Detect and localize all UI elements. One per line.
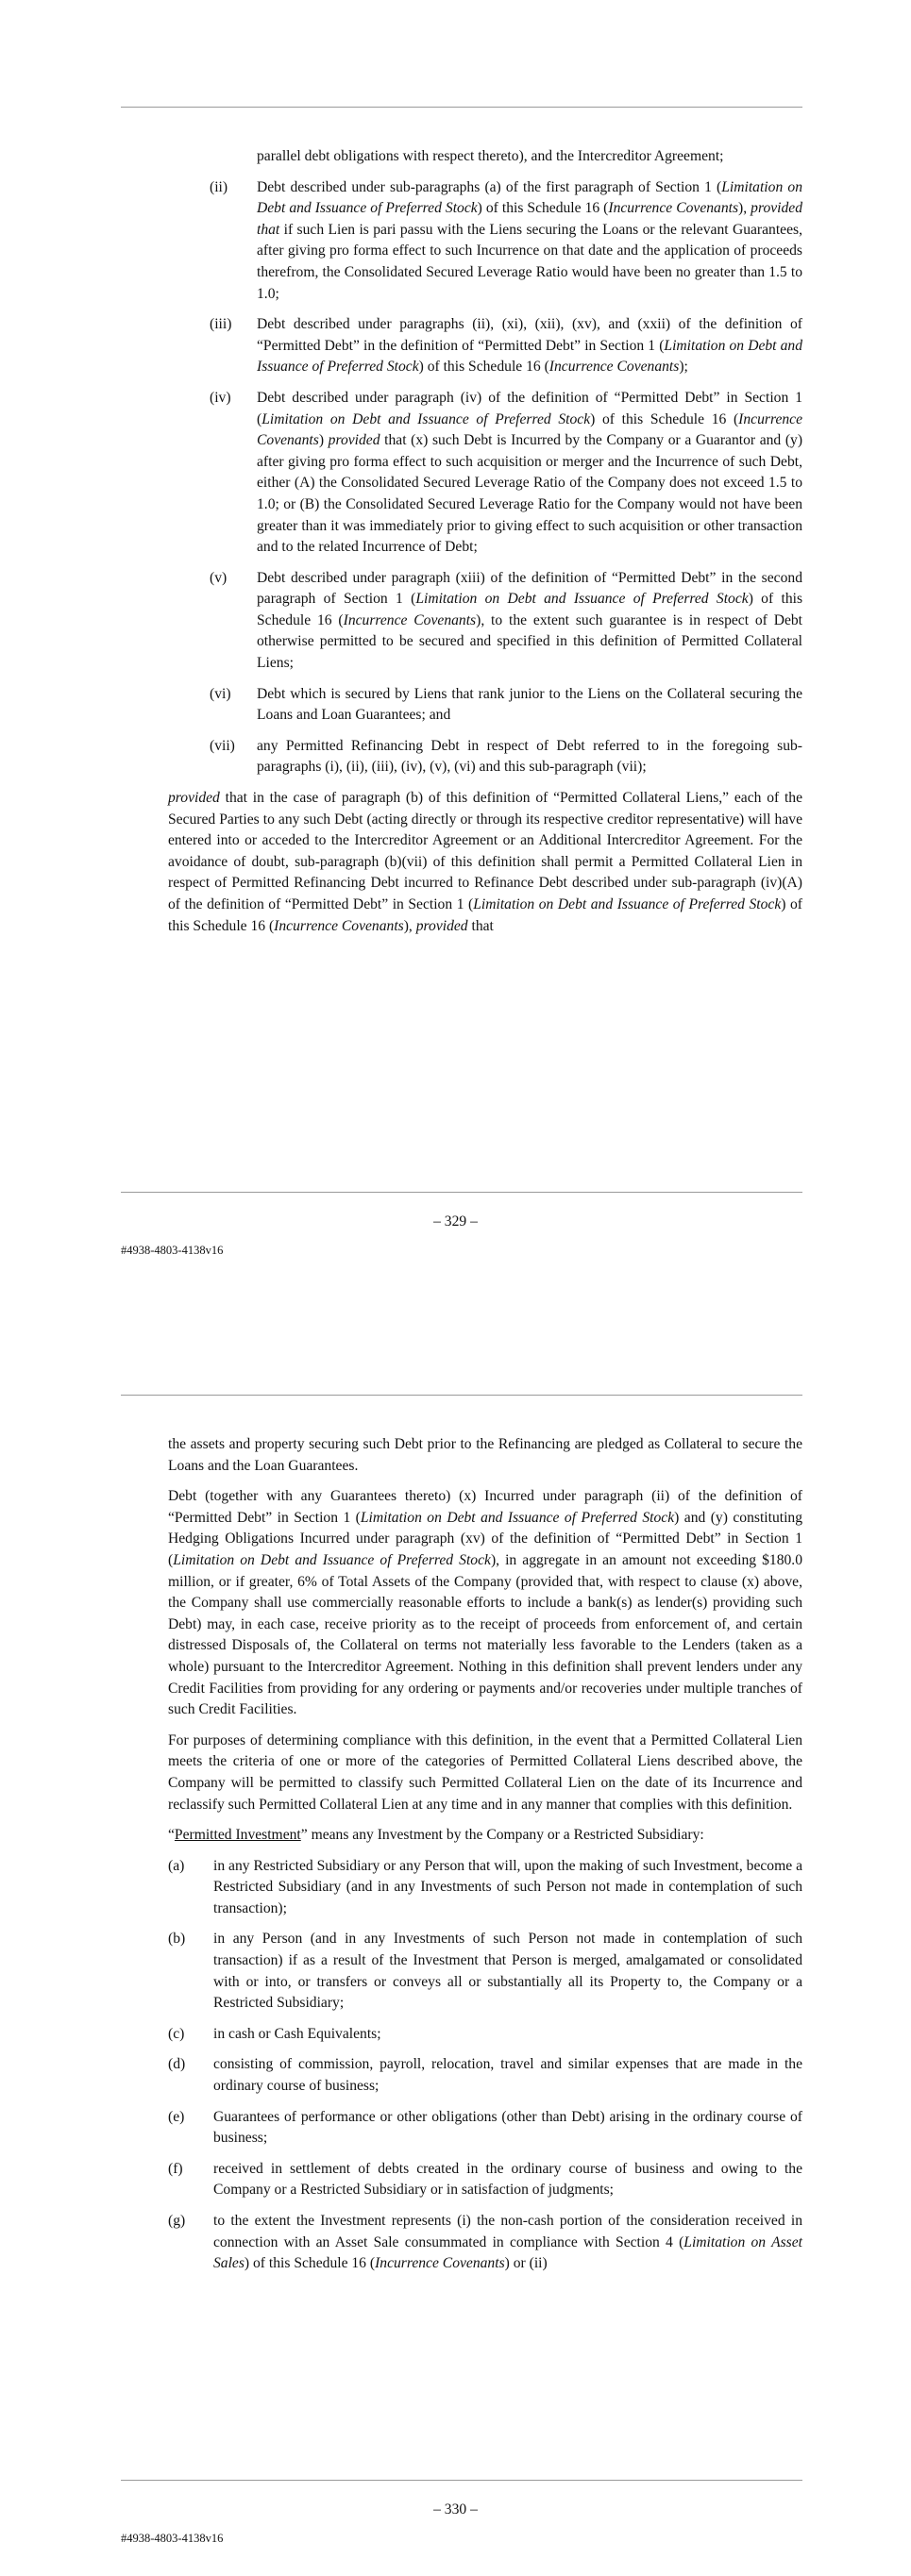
item-label: (b) <box>168 1931 186 1948</box>
page-number: – 330 – <box>433 2501 478 2517</box>
proviso-paragraph: provided that in the case of paragraph (b) of this definition of “Permitted Collateral Liens,” each of the Secured Parties to any such Debt (acting directly or through its respective creditor representative) will have entered into or acceded to the Intercreditor Agreement or an Additional Intercreditor Agreement. For the avoidance of doubt, sub-paragraph (b)(vii) of this definition shall permit a Permitted Collateral Lien in respect of Permitted Refinancing Debt incurred to Refinance Debt described under sub-paragraph (iv)(A) of the definition of “Permitted Debt” in Section 1 (Limitation on Debt and Issuance of Preferred Stock) of this Schedule 16 (Incurrence Covenants), provided that <box>168 790 802 934</box>
list-item-g: (g) to the extent the Investment represents (i) the non-cash portion of the consideration received in connection with an Asset Sale consummated in compliance with Section 4 (Limitation on Asset Sales) of this Schedule 16 (Incurrence Covenants) or (ii) <box>168 2213 802 2272</box>
item-label: (g) <box>168 2213 186 2229</box>
item-label: (e) <box>168 2108 185 2125</box>
footer-rule <box>121 2480 802 2481</box>
footer-rule <box>121 1192 802 1193</box>
item-label: (vi) <box>210 685 231 702</box>
page-number: – 329 – <box>433 1213 478 1229</box>
list-item-vi: (vi) Debt which is secured by Liens that rank junior to the Liens on the Collateral securing the Loans and Loan Guarantees; and <box>210 685 802 724</box>
item-label: (f) <box>168 2160 183 2177</box>
list-item-e: (e) Guarantees of performance or other obligations (other than Debt) arising in the ordinary course of business; <box>168 2108 802 2147</box>
item-label: (c) <box>168 2025 185 2042</box>
document-id: #4938-4803-4138v16 <box>121 1244 224 1257</box>
item-label: (v) <box>210 569 228 586</box>
item-label: (iii) <box>210 316 232 333</box>
item-label: (vii) <box>210 737 235 754</box>
item-label: (iv) <box>210 389 231 406</box>
priority-debt-paragraph: Debt (together with any Guarantees thereto) (x) Incurred under paragraph (ii) of the definition of “Permitted Debt” in Section 1 (Limitation on Debt and Issuance of Preferred Stock) and (y) constituting Hedging Obligations Incurred under paragraph (xv) of the definition of “Permitted Debt” in Section 1 (Limitation on Debt and Issuance of Preferred Stock), in aggregate in an amount not exceeding $180.0 million, or if greater, 6% of Total Assets of the Company (provided that, with respect to clause (x) above, the Company shall use commercially reasonable efforts to include a bank(s) as lender(s) providing such Debt) may, in each case, receive priority as to the receipt of proceeds from enforcement of, and certain distressed Disposals of, the Collateral on terms not materially less favorable to the Lenders (taken as a whole) pursuant to the Intercreditor Agreement. Nothing in this definition shall prevent lenders under any Credit Facilities from providing for any ordering or payments and/or recoveries under multiple tranches of such Credit Facilities. <box>168 1488 802 1718</box>
item-label: (d) <box>168 2056 186 2073</box>
continued-paragraph: the assets and property securing such Debt prior to the Refinancing are pledged as Collateral to secure the Loans and the Loan Guarantees. <box>168 1436 802 1474</box>
list-item-a: (a) in any Restricted Subsidiary or any Person that will, upon the making of such Investment, become a Restricted Subsidiary (and in any Investments of such Person not made in contemplation of such transaction); <box>168 1857 802 1916</box>
document-page-330 <box>0 1288 911 2576</box>
header-rule <box>121 107 802 108</box>
list-item-c: (c) in cash or Cash Equivalents; <box>168 2024 802 2046</box>
list-item-f: (f) received in settlement of debts created in the ordinary course of business and owing to the Company or a Restricted Subsidiary or in satisfaction of judgments; <box>168 2160 802 2199</box>
list-item-v: (v) Debt described under paragraph (xiii) of the definition of “Permitted Debt” in the second paragraph of Section 1 (Limitation on Debt and Issuance of Preferred Stock) of this Schedule 16 (Incurrence Covenants), to the extent such guarantee is in respect of Debt otherwise permitted to be secured and specified in this definition of Permitted Collateral Liens; <box>210 569 803 672</box>
defined-term: Permitted Investment <box>174 1827 301 1844</box>
list-item-iv: (iv) Debt described under paragraph (iv) of the definition of “Permitted Debt” in Section 1 (Limitation on Debt and Issuance of Preferred Stock) of this Schedule 16 (Incurrence Covenants) provided that (x) such Debt is Incurred by the Company or a Guarantor and (y) after giving pro forma effect to such acquisition or merger and the Incurrence of such Debt, either (A) the Consolidated Secured Leverage Ratio of the Company does not exceed 1.5 to 1.0; or (B) the Consolidated Secured Leverage Ratio for the Company would not have been greater than it was immediately prior to giving effect to such acquisition or other transaction and to the related Incurrence of Debt; <box>210 389 803 556</box>
page-body <box>168 146 802 946</box>
item-label: (a) <box>168 1857 185 1874</box>
classification-paragraph: For purposes of determining compliance with this definition, in the event that a Permitted Collateral Lien meets the criteria of one or more of the categories of Permitted Collateral Liens described above, the Company will be permitted to classify such Permitted Collateral Lien on the date of its Incurrence and reclassify such Permitted Collateral Lien at any time and in any manner that complies with this definition. <box>168 1731 802 1813</box>
document-id: #4938-4803-4138v16 <box>121 2532 224 2545</box>
item-label: (ii) <box>210 178 228 195</box>
list-item-b: (b) in any Person (and in any Investments of such Person not made in contemplation of such transaction) if as a result of the Investment that Person is merged, amalgamated or consolidated with or into, or transfers or conveys all or substantially all its Property to, the Company or a Restricted Subsidiary; <box>168 1931 802 2012</box>
list-item-d: (d) consisting of commission, payroll, relocation, travel and similar expenses that are made in the ordinary course of business; <box>168 2056 802 2095</box>
continued-paragraph: parallel debt obligations with respect thereto), and the Intercreditor Agreement; <box>257 148 724 164</box>
page-body <box>168 1434 802 2284</box>
list-item-vii: (vii) any Permitted Refinancing Debt in respect of Debt referred to in the foregoing sub-paragraphs (i), (ii), (iii), (iv), (v), (vi) and this sub-paragraph (vii); <box>210 737 802 776</box>
definition-heading: “Permitted Investment” means any Investment by the Company or a Restricted Subsidiary: <box>168 1827 704 1844</box>
header-rule <box>121 1395 802 1396</box>
list-item-ii: (ii) Debt described under sub-paragraphs (a) of the first paragraph of Section 1 (Limitation on Debt and Issuance of Preferred Stock) of this Schedule 16 (Incurrence Covenants), provided that if such Lien is pari passu with the Liens securing the Loans or the relevant Guarantees, after giving pro forma effect to such Incurrence on that date and the application of proceeds therefrom, the Consolidated Secured Leverage Ratio would have been no greater than 1.5 to 1.0; <box>210 178 803 302</box>
list-item-iii: (iii) Debt described under paragraphs (ii), (xi), (xii), (xv), and (xxii) of the definition of “Permitted Debt” in the definition of “Permitted Debt” in Section 1 (Limitation on Debt and Issuance of Preferred Stock) of this Schedule 16 (Incurrence Covenants); <box>210 316 802 376</box>
